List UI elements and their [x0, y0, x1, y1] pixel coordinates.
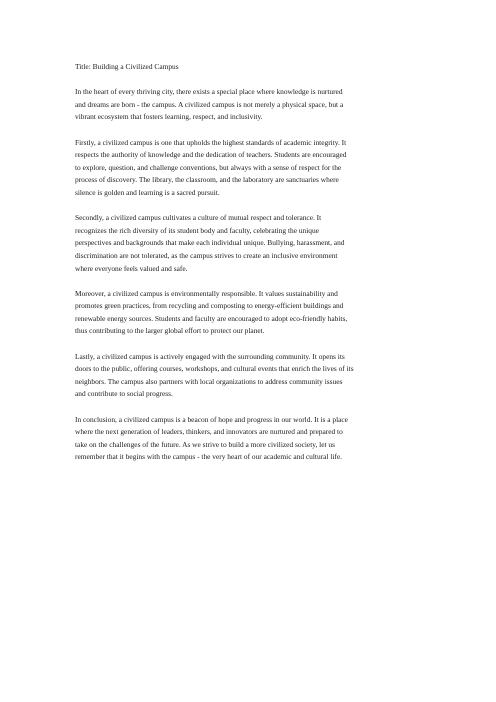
document-body — [75, 61, 427, 477]
text-line: neighbors. The campus also partners with local organizations to address community issues — [75, 376, 343, 386]
text-line: Secondly, a civilized campus cultivates a culture of mutual respect and tolerance. It — [75, 213, 322, 223]
text-line: to explore, question, and challenge conventions, but always with a sense of respect for the — [75, 162, 342, 172]
document-title: Title: Building a Civilized Campus — [75, 62, 179, 71]
paragraph-intro — [75, 86, 427, 124]
text-line: respects the authority of knowledge and the dedication of teachers. Students are encouraged — [75, 150, 347, 160]
text-line: and dreams are born - the campus. A civilized campus is not merely a physical space, but a — [75, 99, 344, 109]
text-line: vibrant ecosystem that fosters learning, respect, and inclusivity. — [75, 112, 263, 122]
text-line: perspectives and backgrounds that make each individual unique. Bullying, harassment, and — [75, 238, 345, 248]
paragraph-academic-integrity — [75, 137, 427, 200]
text-line: Lastly, a civilized campus is actively engaged with the surrounding community. It opens its — [75, 351, 345, 361]
text-line: where the next generation of leaders, thinkers, and innovators are nurtured and prepared to — [75, 427, 343, 437]
text-line: remember that it begins with the campus - the very heart of our academic and cultural life. — [75, 452, 342, 462]
text-line: thus contributing to the larger global effort to protect our planet. — [75, 326, 265, 336]
paragraph-community — [75, 351, 427, 401]
paragraph-mutual-respect — [75, 212, 427, 275]
text-line: renewable energy sources. Students and faculty are encouraged to adopt eco-friendly habits, — [75, 313, 348, 323]
text-line: doors to the public, offering courses, workshops, and cultural events that enrich the lives of its — [75, 364, 354, 374]
text-line: Firstly, a civilized campus is one that upholds the highest standards of academic integrity. It — [75, 137, 347, 147]
text-line: process of discovery. The library, the classroom, and the laboratory are sanctuaries where — [75, 175, 339, 185]
text-line: silence is golden and learning is a sacred pursuit. — [75, 187, 220, 197]
text-line: where everyone feels valued and safe. — [75, 263, 188, 273]
text-line: discrimination are not tolerated, as the campus strives to create an inclusive environment — [75, 250, 338, 260]
text-line: promotes green practices, from recycling and composting to energy-efficient buildings and — [75, 301, 344, 311]
paragraph-environment — [75, 288, 427, 338]
text-line: In conclusion, a civilized campus is a beacon of hope and progress in our world. It is a place — [75, 414, 348, 424]
text-line: and contribute to social progress. — [75, 389, 173, 399]
text-line: Moreover, a civilized campus is environmentally responsible. It values sustainability and — [75, 288, 338, 298]
text-line: recognizes the rich diversity of its student body and faculty, celebrating the unique — [75, 225, 319, 235]
text-line: In the heart of every thriving city, there exists a special place where knowledge is nurtured — [75, 87, 343, 97]
text-line: take on the challenges of the future. As we strive to build a more civilized society, let us — [75, 439, 335, 449]
paragraph-conclusion — [75, 414, 427, 464]
